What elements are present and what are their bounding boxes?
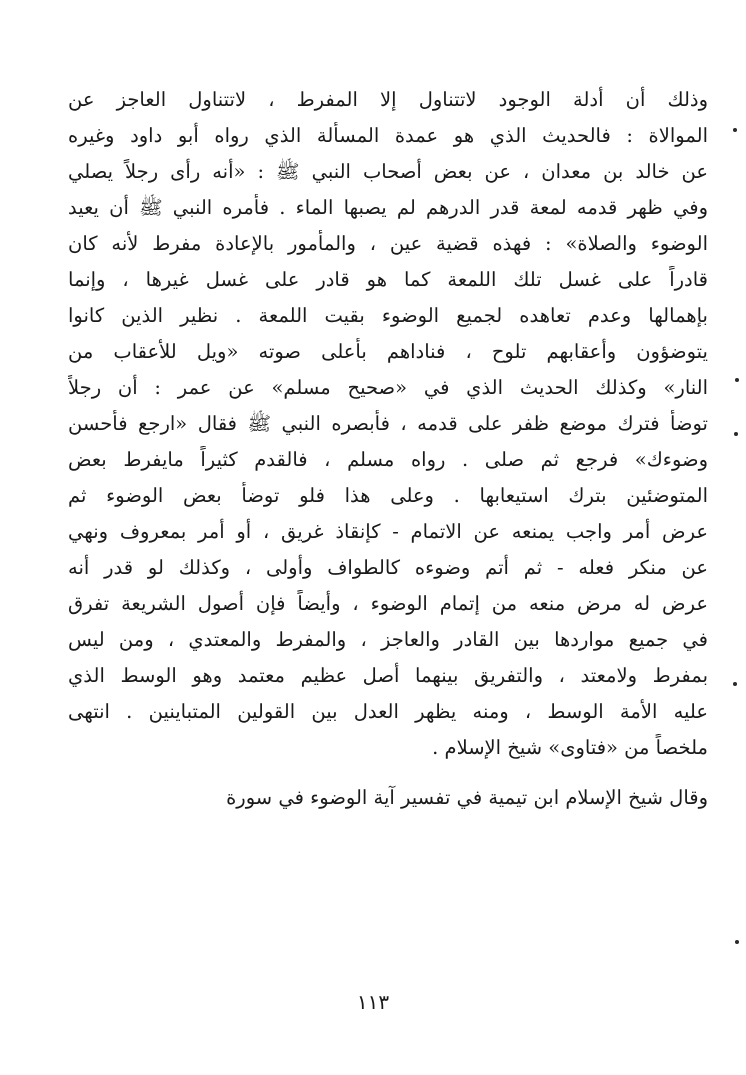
text-line-18: عليه الأمة الوسط ، ومنه يظهر العدل بين القولين المتباينين . انتهى [68, 700, 708, 723]
text-line-13: عرض أمر واجب يمنعه عن الاتمام - كإنقاذ غريق ، أو أمر بمعروف ونهي [68, 520, 708, 543]
second-paragraph-line: وقال شيخ الإسلام ابن تيمية في تفسير آية الوضوء في سورة [226, 786, 708, 809]
text-line-9: النار» وكذلك الحديث الذي في «صحيح مسلم» عن عمر : أن رجلاً [68, 376, 708, 399]
text-line-7: بإهمالها وعدم تعاهده لجميع الوضوء بقيت اللمعة . نظير الذين كانوا [68, 304, 708, 327]
scan-speck [733, 682, 737, 686]
scan-speck [733, 128, 737, 132]
text-line-10: توضأ فترك موضع ظفر على قدمه ، فأبصره النبي ﷺ فقال «ارجع فأحسن [68, 412, 708, 435]
scan-speck [735, 378, 739, 382]
text-line-2: الموالاة : فالحديث الذي هو عمدة المسألة الذي رواه أبو داود وغيره [68, 124, 708, 147]
text-line-15: عرض له مرض منعه من إتمام الوضوء ، وأيضاً فإن أصول الشريعة تفرق [68, 592, 708, 615]
text-line-19: ملخصاً من «فتاوى» شيخ الإسلام . [432, 736, 708, 759]
text-line-4: وفي ظهر قدمه لمعة قدر الدرهم لم يصبها الماء . فأمره النبي ﷺ أن يعيد [68, 196, 708, 219]
text-line-17: بمفرط ولامعتد ، والتفريق بينهما أصل عظيم معتمد وهو الوسط الذي [68, 664, 708, 687]
text-line-1: وذلك أن أدلة الوجود لاتتناول إلا المفرط ، لاتتناول العاجز عن [68, 88, 708, 111]
text-line-6: قادراً على غسل تلك اللمعة كما هو قادر على غسل غيرها ، وإنما [68, 268, 708, 291]
page-number: ١١٣ [356, 990, 390, 1014]
text-line-11: وضوءك» فرجع ثم صلى . رواه مسلم ، فالقدم كثيراً مايفرط بعض [68, 448, 708, 471]
text-line-8: يتوضؤون وأعقابهم تلوح ، فناداهم بأعلى صوته «ويل للأعقاب من [68, 340, 708, 363]
scan-speck [734, 432, 738, 436]
text-line-16: في جميع مواردها بين القادر والعاجز ، والمفرط والمعتدي ، ومن ليس [68, 628, 708, 651]
text-line-14: عن منكر فعله - ثم أتم وضوءه كالطواف وأولى ، وكذلك لو قدر أنه [68, 556, 708, 579]
text-line-5: الوضوء والصلاة» : فهذه قضية عين ، والمأمور بالإعادة مفرط لأنه كان [68, 232, 708, 255]
text-line-12: المتوضئين بترك استيعابها . وعلى هذا فلو توضأ بعض الوضوء ثم [68, 484, 708, 507]
text-line-3: عن خالد بن معدان ، عن بعض أصحاب النبي ﷺ : «أنه رأى رجلاً يصلي [68, 160, 708, 183]
scan-speck [735, 940, 739, 944]
